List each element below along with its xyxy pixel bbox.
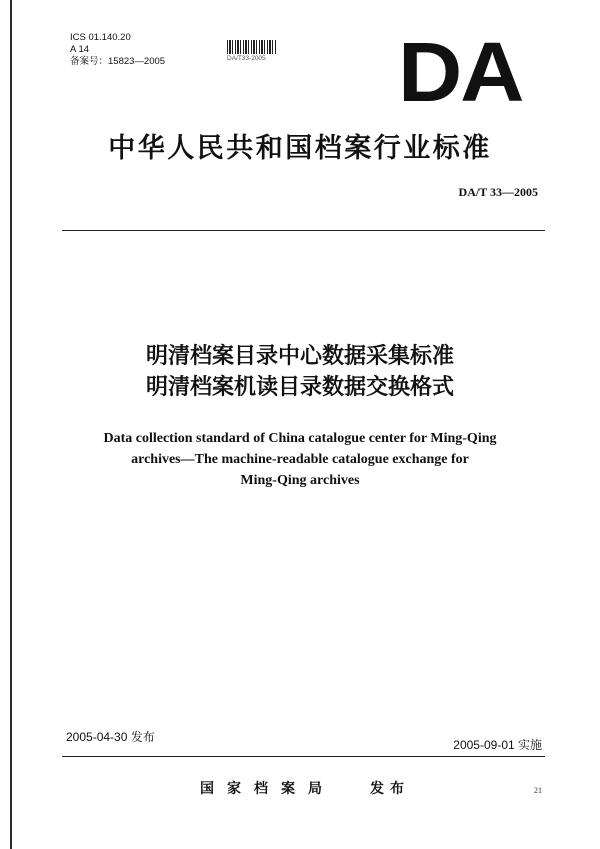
english-title-line-1: Data collection standard of China catalogue center for Ming-Qing	[103, 431, 497, 446]
page-number: 21	[534, 786, 542, 795]
ics-code: ICS 01.140.20	[70, 32, 131, 43]
filing-number: 备案号：15823—2005	[70, 56, 166, 67]
barcode	[227, 40, 279, 62]
issuer-action: 发布	[370, 781, 410, 797]
barcode-text: DA/T33-2005	[227, 55, 266, 62]
effective-date: 2005-09-01 实施	[453, 738, 542, 752]
standard-code: DA/T 33—2005	[458, 185, 538, 199]
org-title: 中华人民共和国档案行业标准	[108, 133, 492, 164]
publish-date: 2005-04-30 发布	[66, 730, 155, 744]
barcode-icon	[227, 40, 277, 54]
issuing-authority: 国家档案局	[200, 781, 335, 797]
class-code: A 14	[70, 44, 90, 55]
chinese-title-line-2: 明清档案机读目录数据交换格式	[145, 375, 454, 400]
footer-divider	[62, 756, 545, 757]
english-title-line-2: archives—The machine-readable catalogue exchange for	[131, 452, 469, 467]
english-title-line-3: Ming-Qing archives	[240, 473, 360, 488]
standard-logo: DA	[398, 25, 523, 119]
chinese-title-line-1: 明清档案目录中心数据采集标准	[145, 344, 454, 369]
english-title	[0, 428, 600, 491]
classification-block	[70, 32, 165, 68]
header-divider	[62, 230, 545, 231]
chinese-title	[0, 341, 600, 403]
